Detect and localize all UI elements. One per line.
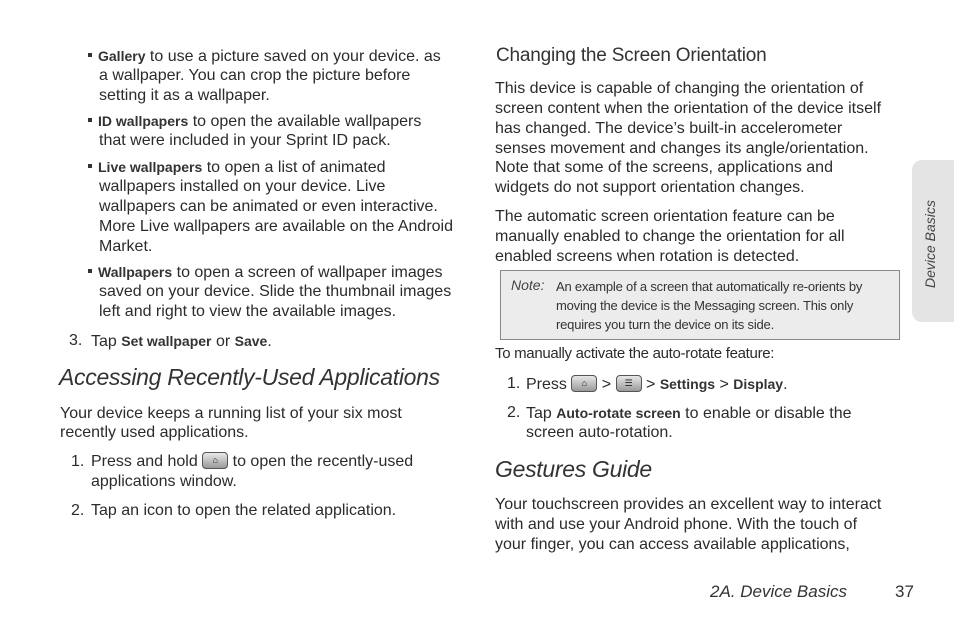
page-number: 37 — [895, 582, 914, 601]
text-line: enabled screens when rotation is detected. — [495, 248, 800, 265]
text-line: setting it as a wallpaper. — [99, 87, 270, 104]
text-line: applications window. — [91, 473, 237, 490]
home-key-icon: ⌂ — [202, 452, 228, 469]
text-line: a wallpaper. You can crop the picture before — [99, 67, 411, 84]
bullet-square-icon — [88, 269, 92, 273]
step-2-text: Tap an icon to open the related application. — [91, 502, 397, 519]
text-line: The automatic screen orientation feature can be — [495, 208, 835, 225]
text-line: senses movement and changes its angle/orientation. — [495, 140, 869, 157]
subheading-screen-orientation: Changing the Screen Orientation — [496, 45, 767, 66]
step-number: 1. — [507, 375, 521, 392]
text-line: More Live wallpapers are available on the Android — [99, 218, 453, 235]
text-line: wallpapers installed on your device. Live — [99, 178, 386, 195]
note-text: An example of a screen that automatically re-orients by moving the device is the Messaging screen. This only requires you turn the device on its side. — [556, 279, 863, 332]
text-line: saved on your device. Slide the thumbnail images — [99, 283, 452, 300]
step-number: 1. — [71, 453, 85, 470]
footer-section: 2A. Device Basics — [710, 582, 847, 601]
text-line: has changed. The device’s built-in accelerometer — [495, 120, 843, 137]
text-line: widgets do not support orientation changes. — [495, 179, 805, 196]
text-line: Your touchscreen provides an excellent way to interact — [495, 496, 882, 513]
text-line: screen content when the orientation of the device itself — [495, 100, 882, 117]
intro-line: Your device keeps a running list of your six most — [60, 405, 402, 422]
side-tab-label: Device Basics — [922, 200, 938, 288]
bullet-square-icon — [88, 164, 92, 168]
section-heading-gestures: Gestures Guide — [495, 456, 652, 482]
text-line: that were included in your Sprint ID pack. — [99, 132, 391, 149]
text-line: Note that some of the screens, applications and — [495, 159, 833, 176]
note-label: Note: — [511, 277, 545, 293]
step-number: 2. — [71, 502, 85, 519]
bullet-gallery: Gallery to use a picture saved on your device. as — [88, 46, 441, 67]
step-3-text: Tap Set wallpaper or Save. — [91, 333, 272, 350]
step-number: 2. — [507, 404, 521, 421]
bullet-square-icon — [88, 118, 92, 122]
bullet-square-icon — [88, 53, 92, 57]
text-line: with and use your Android phone. With the touch of — [495, 516, 858, 533]
manual-intro: To manually activate the auto-rotate feature: — [495, 345, 775, 362]
text-line: manually enabled to change the orientation for all — [495, 228, 845, 245]
step-number: 3. — [69, 332, 83, 349]
text-line: Market. — [99, 238, 153, 255]
bullet-live-wallpapers: Live wallpapers to open a list of animated — [88, 157, 386, 178]
text-line: This device is capable of changing the orientation of — [495, 80, 864, 97]
step-2-text: Tap Auto-rotate screen to enable or disable the — [526, 405, 852, 422]
text-line: your finger, you can access available applications, — [495, 536, 850, 553]
step-1-text: Press ⌂ > ☰ > Settings > Display. — [526, 376, 788, 393]
text-line: left and right to view the available images. — [99, 303, 397, 320]
intro-line: recently used applications. — [60, 424, 249, 441]
step-1-text: Press and hold ⌂ to open the recently-used — [91, 453, 414, 470]
section-heading-recent-apps: Accessing Recently-Used Applications — [59, 364, 440, 390]
bullet-wallpapers: Wallpapers to open a screen of wallpaper images — [88, 262, 443, 283]
bullet-id-wallpapers: ID wallpapers to open the available wallpapers — [88, 111, 421, 132]
menu-key-icon: ☰ — [616, 375, 642, 392]
text-line: screen auto-rotation. — [526, 424, 673, 441]
text-line: wallpapers can be animated or even interactive. — [99, 198, 438, 215]
note-box — [500, 270, 900, 340]
home-key-icon: ⌂ — [571, 375, 597, 392]
